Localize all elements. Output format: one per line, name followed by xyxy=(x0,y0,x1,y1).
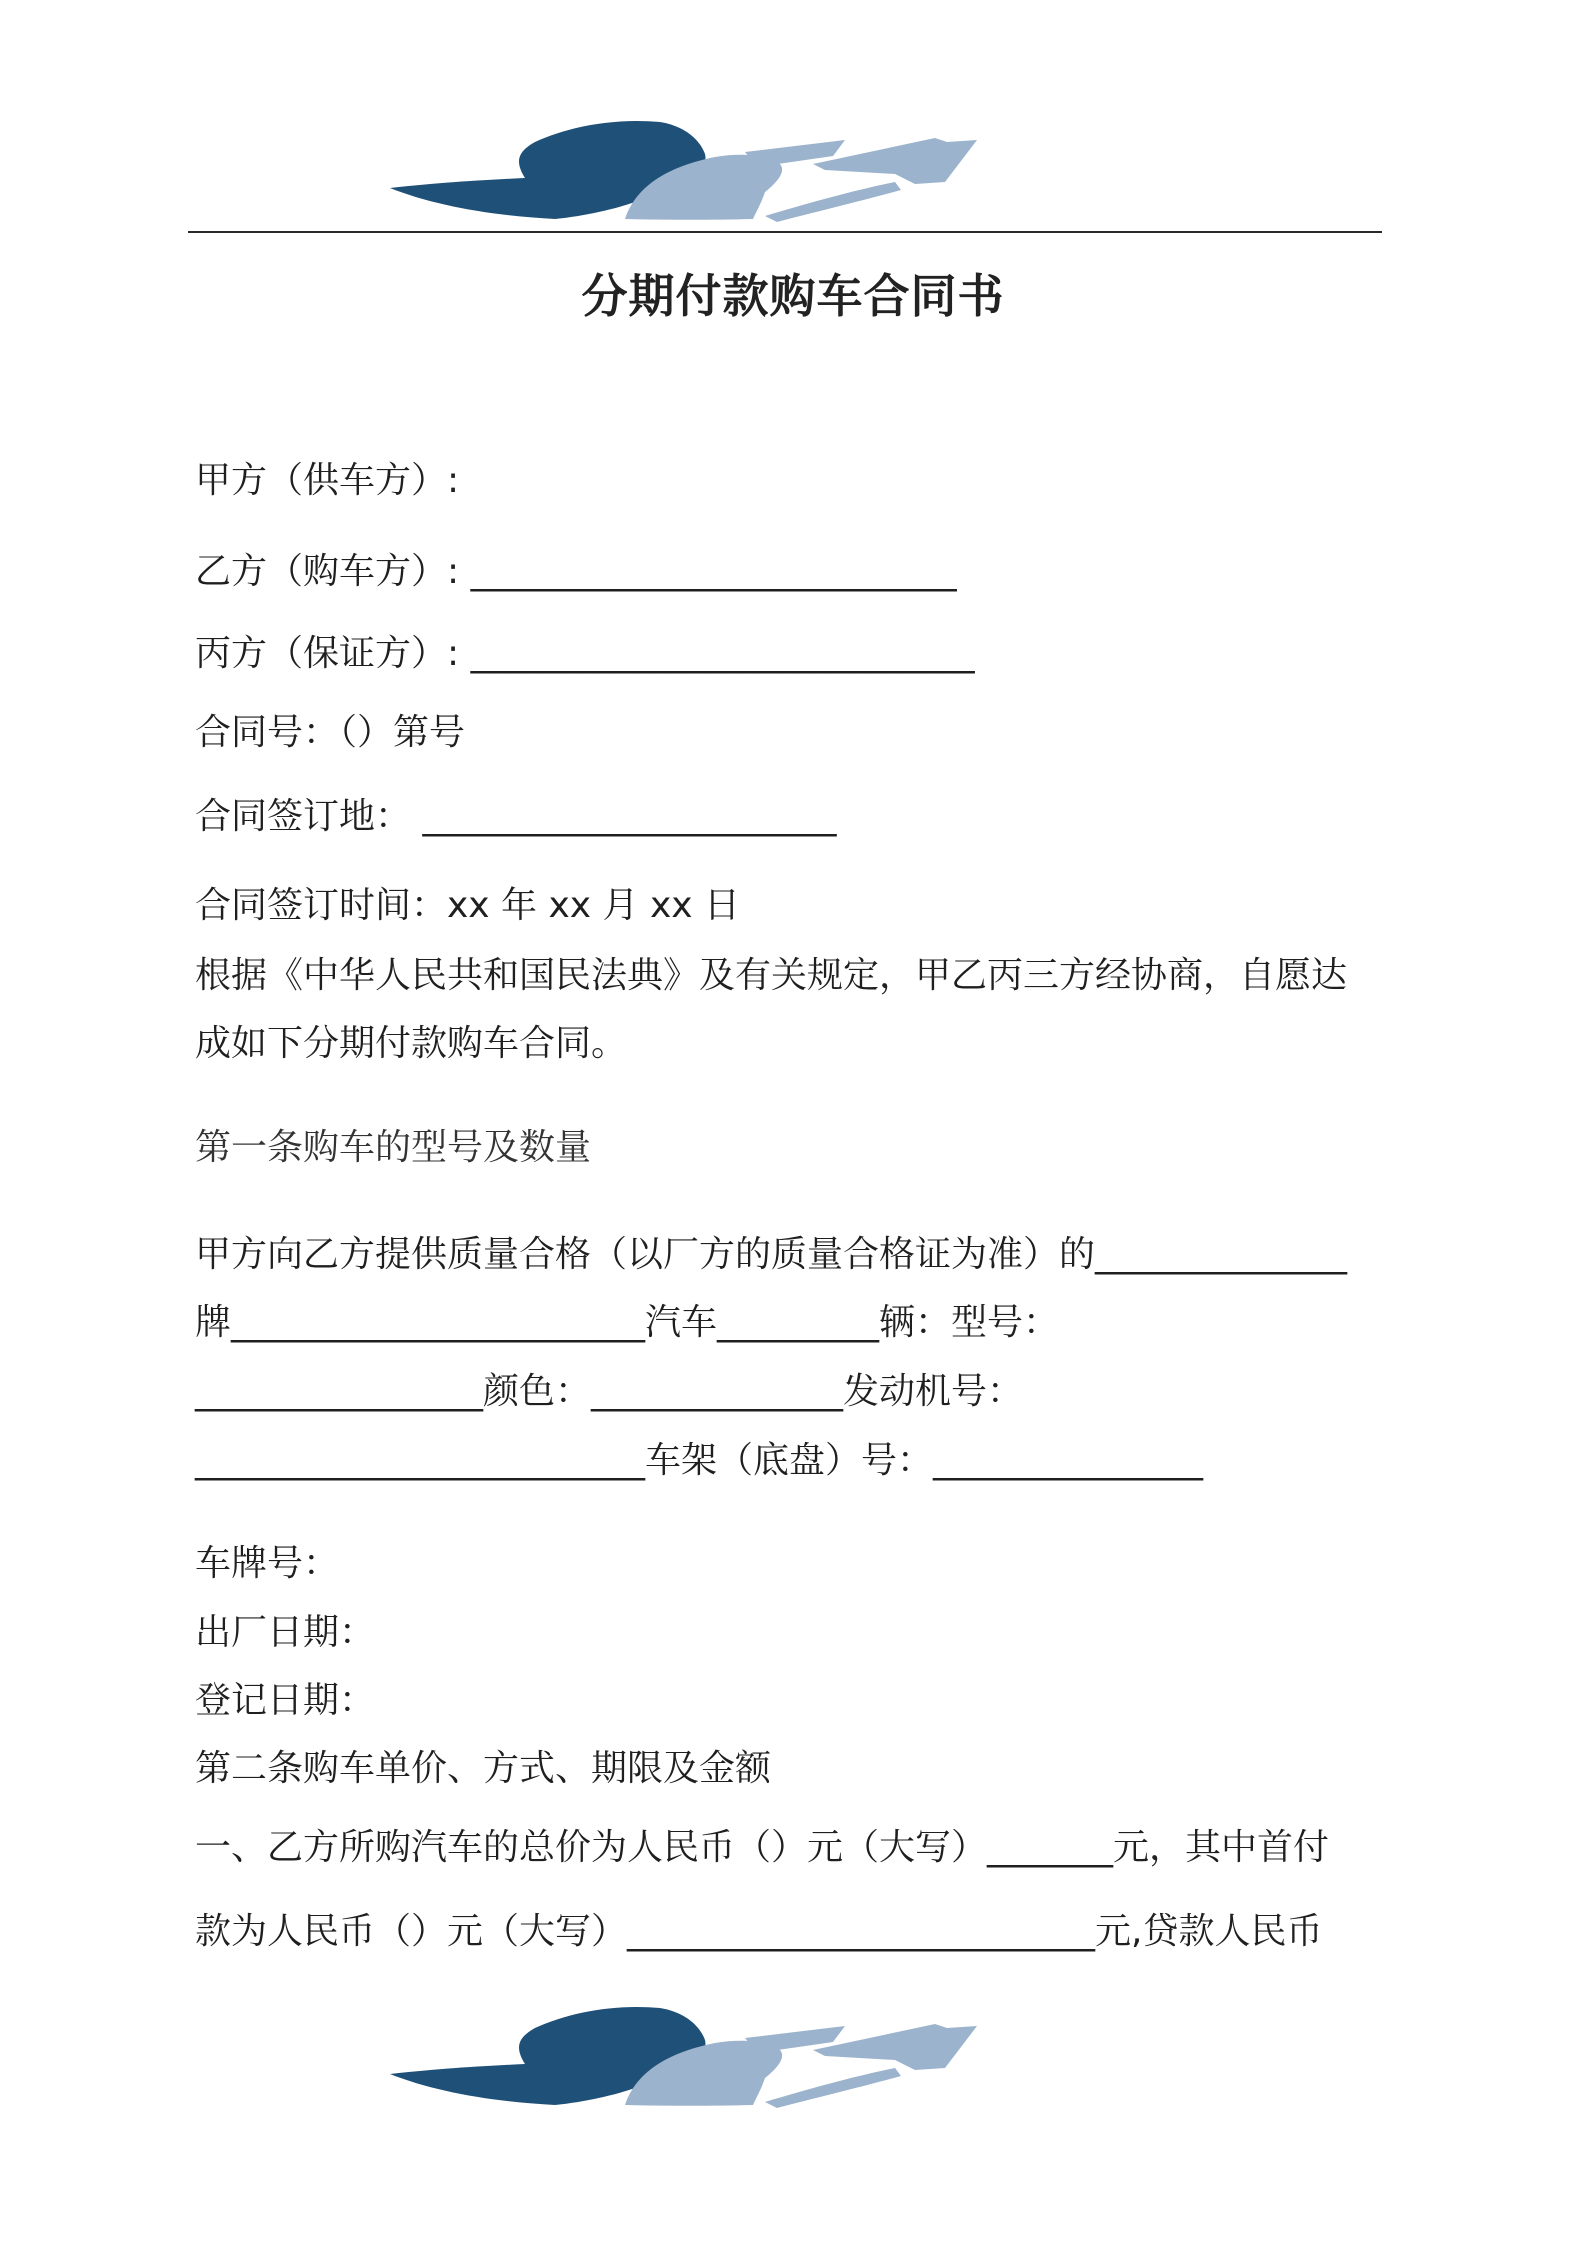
article2-line-1: 一、乙方所购汽车的总价为人民币（）元（大写）_______元，其中首付 xyxy=(195,1827,1330,1868)
sign-time-line: 合同签订时间：xx 年 xx 月 xx 日 xyxy=(195,885,741,926)
register-date-line: 登记日期： xyxy=(195,1680,376,1721)
party-b-line: 乙方（购车方）: ___________________________ xyxy=(195,551,957,592)
article2-heading: 第二条购车单价、方式、期限及金额 xyxy=(195,1748,772,1789)
preamble-line-1: 根据《中华人民共和国民法典》及有关规定，甲乙丙三方经协商，自愿达 xyxy=(195,955,1348,996)
plate-number-line: 车牌号： xyxy=(195,1543,340,1584)
article1-heading: 第一条购车的型号及数量 xyxy=(195,1127,592,1168)
header-logo xyxy=(385,112,1085,222)
party-c-line: 丙方（保证方）: ____________________________ xyxy=(195,633,975,674)
factory-date-line: 出厂日期： xyxy=(195,1612,376,1653)
preamble-line-2: 成如下分期付款购车合同。 xyxy=(195,1023,628,1064)
contract-number-line: 合同号：（）第号 xyxy=(195,712,466,753)
document-title: 分期付款购车合同书 xyxy=(581,269,1005,323)
article1-line-2: 牌_______________________汽车_________辆：型号： xyxy=(195,1302,1060,1343)
footer-logo xyxy=(385,1998,1085,2108)
article1-line-4: _________________________车架（底盘）号：_______________ xyxy=(195,1440,1204,1481)
sign-place-line: 合同签订地： _______________________ xyxy=(195,796,837,837)
header-divider xyxy=(188,231,1382,233)
article2-line-2: 款为人民币（）元（大写）__________________________元,贷款人民币 xyxy=(195,1911,1323,1952)
article1-line-1: 甲方向乙方提供质量合格（以厂方的质量合格证为准）的______________ xyxy=(195,1234,1348,1275)
article1-line-3: ________________颜色：______________发动机号： xyxy=(195,1371,1024,1412)
party-a-line: 甲方（供车方）: xyxy=(195,460,460,501)
